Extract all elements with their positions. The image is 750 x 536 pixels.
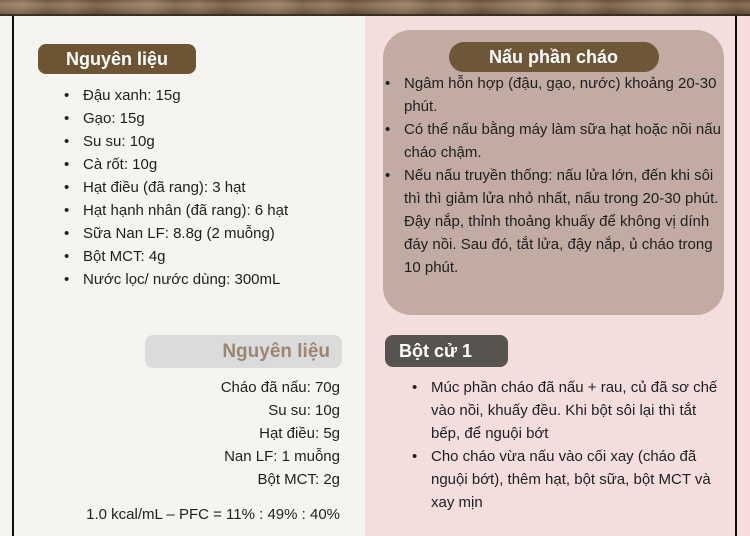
list-item: Hạt điều: 5g (259, 425, 340, 442)
cook-porridge-header: Nấu phần cháo (449, 42, 659, 72)
cook-porridge-steps (383, 72, 724, 279)
left-border-line (12, 16, 14, 536)
list-item: • Hạt hạnh nhân (đã rang): 6 hạt (62, 199, 352, 222)
feeding-1-header: Bột cử 1 (385, 335, 508, 367)
ingredients-list (62, 84, 352, 291)
ingredients-2-list (40, 376, 340, 491)
list-item: • Su su: 10g (62, 130, 352, 153)
list-item: • Có thể nấu bằng máy làm sữa hạt hoặc nồi nấu cháo chậm. (383, 118, 724, 164)
list-item: Cháo đã nấu: 70g (220, 379, 340, 396)
wood-top-bar (0, 0, 750, 16)
cook-porridge-panel (383, 30, 724, 315)
list-item: Su su: 10g (268, 402, 340, 419)
list-item: • Ngâm hỗn hợp (đậu, gạo, nước) khoảng 20-30 phút. (383, 72, 724, 118)
list-item: • Nước lọc/ nước dùng: 300mL (62, 268, 352, 291)
nutrition-summary: 1.0 kcal/mL – PFC = 11% : 49% : 40% (86, 506, 340, 523)
list-item: • Đậu xanh: 15g (62, 84, 352, 107)
list-item: • Cho cháo vừa nấu vào cối xay (cháo đã nguội bớt), thêm hạt, bột sữa, bột MCT và xay mịn (410, 445, 725, 514)
ingredients-header: Nguyên liệu (38, 44, 196, 74)
list-item: Nan LF: 1 muỗng (224, 448, 340, 465)
list-item: • Sữa Nan LF: 8.8g (2 muỗng) (62, 222, 352, 245)
list-item: • Bột MCT: 4g (62, 245, 352, 268)
list-item: • Gạo: 15g (62, 107, 352, 130)
list-item: • Múc phần cháo đã nấu + rau, củ đã sơ chế vào nồi, khuấy đều. Khi bột sôi lại thì tắt bếp, để nguội bớt (410, 376, 725, 445)
list-item: • Nếu nấu truyền thống: nấu lửa lớn, đến khi sôi thì thì giảm lửa nhỏ nhất, nấu trong 20-30 phút. Đậy nắp, thỉnh thoảng khuấy để không vị dính đáy nồi. Sau đó, tắt lửa, đậy nắp, ủ cháo trong 10 phút. (383, 164, 724, 279)
feeding-1-steps (410, 376, 725, 514)
list-item: • Cà rốt: 10g (62, 153, 352, 176)
list-item: • Hạt điều (đã rang): 3 hạt (62, 176, 352, 199)
ingredients-2-header: Nguyên liệu (145, 335, 342, 368)
right-border-line (735, 16, 737, 536)
list-item: Bột MCT: 2g (257, 471, 340, 488)
